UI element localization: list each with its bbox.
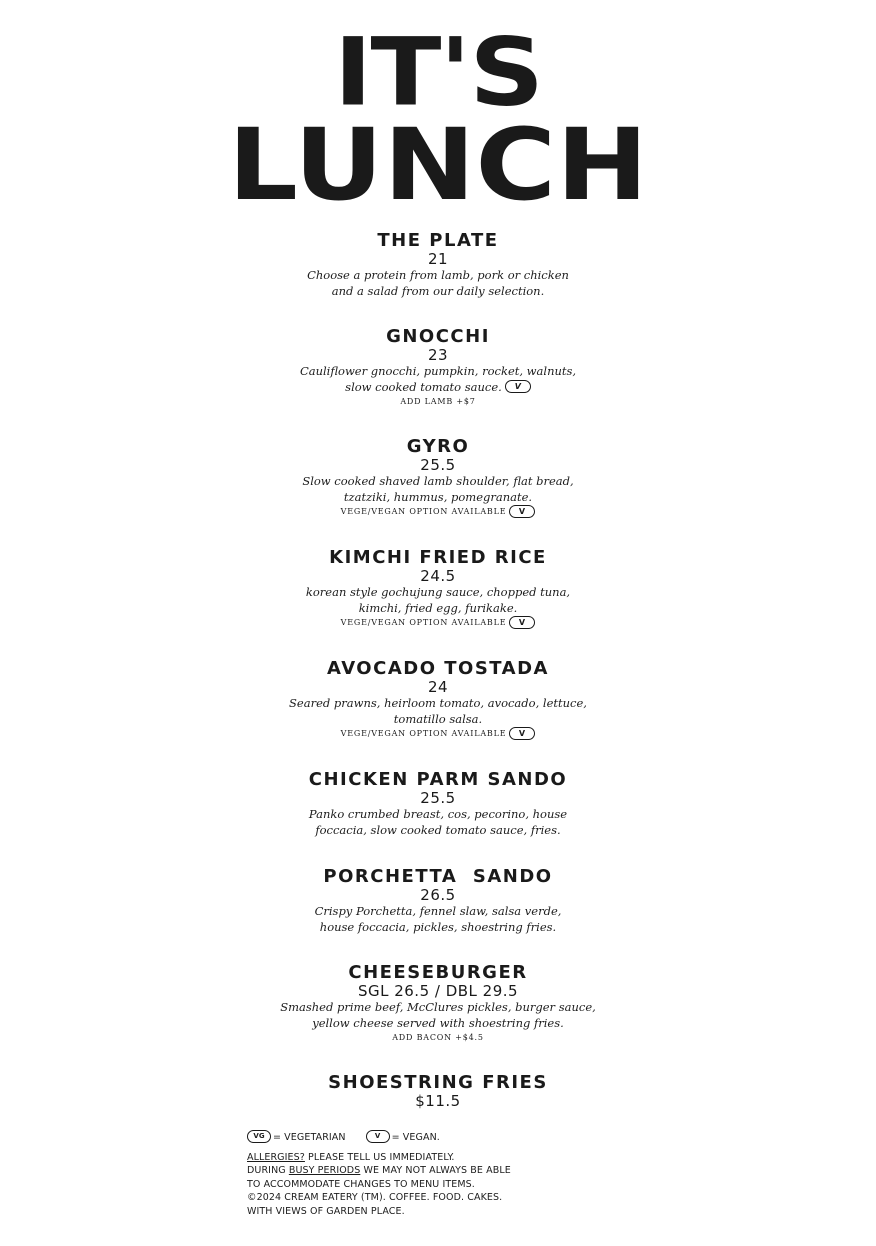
item-option-text: VEGE/VEGAN OPTION AVAILABLE [340, 507, 507, 516]
item-option-text: VEGE/VEGAN OPTION AVAILABLE [340, 618, 507, 627]
menu-item-shoestring-fries [0, 1073, 876, 1110]
item-price: SGL 26.5 / DBL 29.5 [357, 982, 519, 1000]
item-name: PORCHETTA SANDO [323, 866, 553, 887]
vegetarian-badge-icon: VG [247, 1130, 271, 1143]
item-description-line: Cauliflower gnocchi, pumpkin, rocket, walnuts, [299, 364, 577, 378]
item-description-line: and a salad from our daily selection. [331, 283, 545, 298]
footer-line: TO ACCOMMODATE CHANGES TO MENU ITEMS. [247, 1178, 475, 1190]
item-description-line: tzatziki, hummus, pomegranate. [343, 489, 533, 504]
vegan-badge-icon: V [505, 380, 531, 393]
item-option-text: VEGE/VEGAN OPTION AVAILABLE [340, 729, 507, 738]
item-description-line: Choose a protein from lamb, pork or chicken [307, 268, 569, 282]
menu-item-chicken-parm-sando [0, 770, 876, 838]
item-name: THE PLATE [377, 230, 499, 251]
vegan-badge-icon: V [509, 727, 535, 740]
vegan-badge-icon: V [366, 1130, 390, 1143]
item-description-text: slow cooked tomato sauce. [345, 379, 502, 394]
item-description-line: yellow cheese served with shoestring fries. [312, 1015, 564, 1030]
allergies-text: PLEASE TELL US IMMEDIATELY. [304, 1151, 455, 1163]
item-price: 25.5 [420, 789, 456, 807]
busy-periods-notice [247, 1164, 647, 1178]
item-name: GNOCCHI [386, 326, 490, 347]
item-option-note [0, 727, 876, 741]
menu-item-gyro [0, 437, 876, 519]
item-description-line: house foccacia, pickles, shoestring fries. [319, 919, 557, 934]
menu-footer [247, 1131, 647, 1218]
copyright-line: ©2024 CREAM EATERY (TM). COFFEE. FOOD. CAKES. [247, 1192, 503, 1203]
item-name: GYRO [406, 436, 470, 457]
item-name: AVOCADO TOSTADA [326, 658, 549, 679]
item-addon-note: ADD LAMB +$7 [400, 397, 476, 406]
legend-vegan-label: = VEGAN. [391, 1132, 440, 1143]
menu-item-gnocchi [0, 327, 876, 409]
item-price: 25.5 [420, 456, 456, 474]
menu-item-cheeseburger [0, 963, 876, 1045]
menu-item-the-plate [0, 231, 876, 299]
item-description-line: kimchi, fried egg, furikake. [358, 600, 518, 615]
menu-title-line-1: IT'S [333, 17, 543, 127]
vegan-badge-icon: V [509, 505, 535, 518]
item-price: 23 [427, 346, 449, 364]
item-description-line [0, 380, 876, 396]
item-description-line: Slow cooked shaved lamb shoulder, flat bread, [302, 474, 574, 488]
allergies-link[interactable]: ALLERGIES? [247, 1151, 305, 1163]
item-description-line: Crispy Porchetta, fennel slaw, salsa verde, [314, 904, 562, 918]
footer-line: WITH VIEWS OF GARDEN PLACE. [247, 1205, 405, 1217]
item-description-line: tomatillo salsa. [393, 711, 483, 726]
item-name: CHEESEBURGER [348, 962, 528, 983]
item-option-note [0, 616, 876, 630]
menu-item-porchetta-sando [0, 867, 876, 935]
item-description-line: Smashed prime beef, McClures pickles, burger sauce, [280, 1000, 596, 1014]
busy-periods-link[interactable]: BUSY PERIODS [288, 1165, 361, 1176]
item-name: KIMCHI FRIED RICE [329, 547, 547, 568]
item-price: 24.5 [420, 567, 456, 585]
item-price: 26.5 [420, 886, 456, 904]
item-option-note [0, 505, 876, 519]
dietary-legend [247, 1131, 647, 1145]
item-name: SHOESTRING FRIES [328, 1072, 548, 1093]
busy-post-text: WE MAY NOT ALWAYS BE ABLE [360, 1165, 511, 1176]
item-addon-note: ADD BACON +$4.5 [392, 1033, 484, 1042]
item-price: 21 [427, 250, 449, 268]
menu-title-line-2: LUNCH [227, 107, 649, 223]
menu-item-avocado-tostada [0, 659, 876, 741]
menu-item-kimchi-fried-rice [0, 548, 876, 630]
item-price: $11.5 [415, 1092, 461, 1110]
item-name: CHICKEN PARM SANDO [308, 769, 568, 790]
item-description-line: foccacia, slow cooked tomato sauce, fries. [315, 822, 561, 837]
item-description-line: Panko crumbed breast, cos, pecorino, house [308, 807, 568, 821]
vegan-badge-icon: V [509, 616, 535, 629]
legend-vegetarian-label: = VEGETARIAN [273, 1132, 346, 1143]
allergies-notice [247, 1151, 647, 1165]
item-price: 24 [427, 678, 449, 696]
busy-pre-text: DURING [247, 1165, 289, 1176]
item-description-line: Seared prawns, heirloom tomato, avocado, lettuce, [289, 696, 587, 710]
item-description-line: korean style gochujung sauce, chopped tuna, [305, 585, 571, 599]
